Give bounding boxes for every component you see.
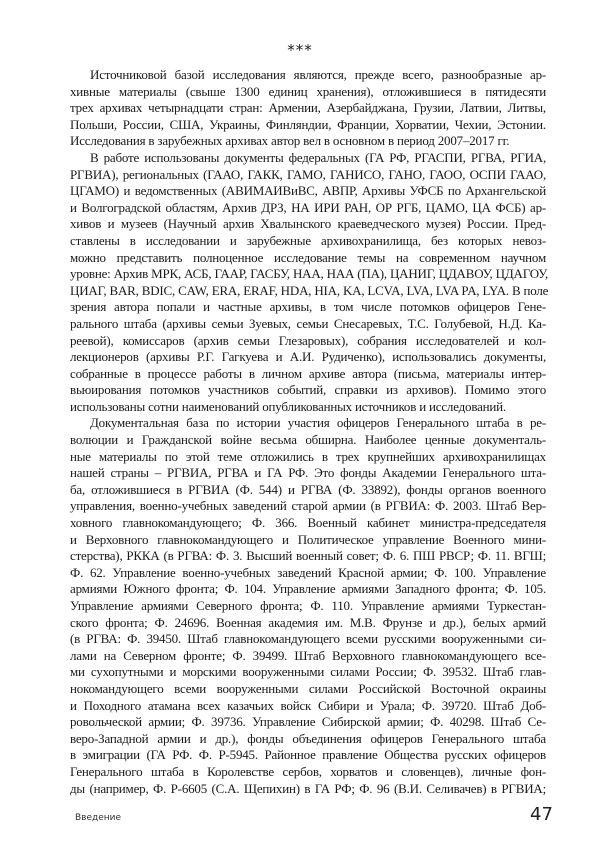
text-line: и Верховного главнокомандующего и Политическое управление Военного мини- — [70, 531, 546, 547]
text-line: Документальная база по истории участия офицеров Генерального штаба в ре- — [90, 415, 546, 431]
text-line: использованы сотни наименований опубликованных источников и исследований. — [70, 398, 506, 414]
text-line: ховного главнокомандующего; Ф. 366. Военный кабинет министра-председателя — [70, 515, 546, 531]
text-line: веро-Западной армии и др.), фонды объединения офицеров Генерального штаба — [70, 730, 546, 746]
text-line: Ф. 62. Управление военно-учебных заведений Красной армии; Ф. 100. Управление — [70, 564, 546, 580]
text-line: В работе использованы документы федеральных (ГА РФ, РГАСПИ, РГВА, РГИА, — [90, 149, 546, 165]
text-line: реевой), комиссаров (архив семьи Глезаровых), собрания исследователей и кол- — [70, 332, 546, 348]
text-line: можно представить полноценное исследование темы на современном научном — [70, 249, 546, 265]
text-line: ми сухопутными и морскими вооруженными силами России; Ф. 39532. Штаб глав- — [70, 664, 546, 680]
text-line: нокомандующего всеми вооруженными силами Российской Восточной окраины — [70, 680, 546, 696]
text-line: в эмиграции (ГА РФ. Ф. Р-5945. Районное правление Общества русских офицеров — [70, 747, 546, 763]
text-line: хивов и музеев (Научный архив Хвалынского краеведческого музея) России. Пред- — [70, 216, 546, 232]
page-number: 47 — [530, 804, 553, 825]
text-line: вьюирования потомков участников событий, справки из архивов). Помимо этого — [70, 382, 546, 398]
text-line: стерства), РККА (в РГВА: Ф. 3. Высший военный совет; Ф. 6. ПШ РВСР; Ф. 11. ВГШ; — [70, 548, 546, 564]
text-line: Источниковой базой исследования являются, прежде всего, разнообразные ар- — [90, 67, 546, 82]
text-line: лекционеров (архивы Р.Г. Гагкуева и А.И. Рудиченко), использовались документы, — [70, 349, 546, 365]
text-line: ЦИАГ, BAR, BDIC, CAW, ERA, ERAF, HDA, HIA, KA, LCVA, LVA, LVA PA, LYA. В поле — [70, 282, 549, 298]
text-line: РГВИА), региональных (ГААО, ГАКК, ГАМО, ГАНИСО, ГАНО, ГАОО, ОСПИ ГААО, — [70, 166, 546, 182]
text-line: управления, военно-учебных заведений старой армии (в РГВИА: Ф. 2003. Штаб Вер- — [70, 498, 546, 514]
text-line: ды (например, Ф. Р-6605 (С.А. Щепихин) в ГА РФ; Ф. 96 (В.И. Селивачев) в РГВИА; — [70, 780, 546, 796]
text-line: ба, отложившиеся в РГВИА (Ф. 544) и РГВА (Ф. 33892), фонды органов военного — [70, 481, 546, 497]
text-line: ставлены в исследовании и зарубежные архивохранилища, без которых невоз- — [70, 232, 546, 248]
text-line: зрения автора попали и частные архивы, в том числе потомков офицеров Гене- — [70, 299, 546, 315]
text-line: армиями Южного фронта; Ф. 104. Управление армиями Западного фронта; Ф. 105. — [70, 581, 546, 597]
section-separator: *** — [287, 41, 313, 59]
text-line: Генерального штаба в Королевстве сербов, хорватов и словенцев), личные фон- — [70, 763, 546, 779]
text-line: нашей страны – РГВИА, РГВА и ГА РФ. Это фонды Академии Генерального шта- — [70, 465, 546, 481]
text-line: Исследования в зарубежных архивах автор вел в основном в период 2007–2017 гг. — [70, 133, 510, 149]
text-line: трех архивах четырнадцати стран: Армении, Азербайджана, Грузии, Латвии, Литвы, — [70, 100, 546, 116]
text-line: ровольческой армии; Ф. 39736. Управление Сибирской армии; Ф. 40298. Штаб Се- — [70, 714, 546, 730]
text-line: и Походного атамана всех казачьих войск Сибири и Урала; Ф. 39720. Штаб Доб- — [70, 697, 546, 713]
text-line: Польши, России, США, Украины, Финляндии, Франции, Хорватии, Чехии, Эстонии. — [70, 116, 546, 132]
text-line: хивные материалы (свыше 1300 единиц хранения), отложившиеся в пятидесяти — [70, 83, 546, 99]
text-line: и Волгоградской областям, Архив ДРЗ, НА ИРИ РАН, ОР РГБ, ЦАМО, ЦА ФСБ) ар- — [70, 199, 546, 215]
body-text — [70, 67, 549, 797]
text-line: ского фронта; Ф. 24696. Военная академия им. М.В. Фрунзе и др.), белых армий — [70, 614, 546, 630]
text-line: волюции и Гражданской войне весьма обширна. Наиболее ценные документаль- — [70, 432, 546, 448]
text-line: лами на Северном фронте; Ф. 39499. Штаб Верховного главнокомандующего все- — [70, 647, 546, 663]
text-line: рального штаба (архивы семьи Зуевых, семьи Снесаревых, Т.С. Голубевой, Н.Д. Ка- — [70, 315, 546, 331]
text-line: (в РГВА: Ф. 39450. Штаб главнокомандующего всеми русскими вооруженными си- — [70, 631, 546, 647]
running-footer-section: Введение — [75, 813, 122, 823]
text-line: уровне: Архив МРК, АСБ, ГААР, ГАСБУ, НАА, НАА (ПА), ЦАНИГ, ЦДАВОУ, ЦДАГОУ, — [70, 266, 549, 282]
text-line: собранные в процессе работы в личном архиве автора (письма, материалы интер- — [70, 365, 546, 381]
text-line: ЦГАМО) и ведомственных (АВИМАИВиВС, АВПР, Архивы УФСБ по Архангельской — [70, 183, 546, 199]
text-line: ные материалы по этой теме отложились в трех крупнейших архивохранилищах — [70, 448, 546, 464]
text-line: Управление армиями Северного фронта; Ф. 110. Управление армиями Туркестан- — [70, 598, 546, 613]
